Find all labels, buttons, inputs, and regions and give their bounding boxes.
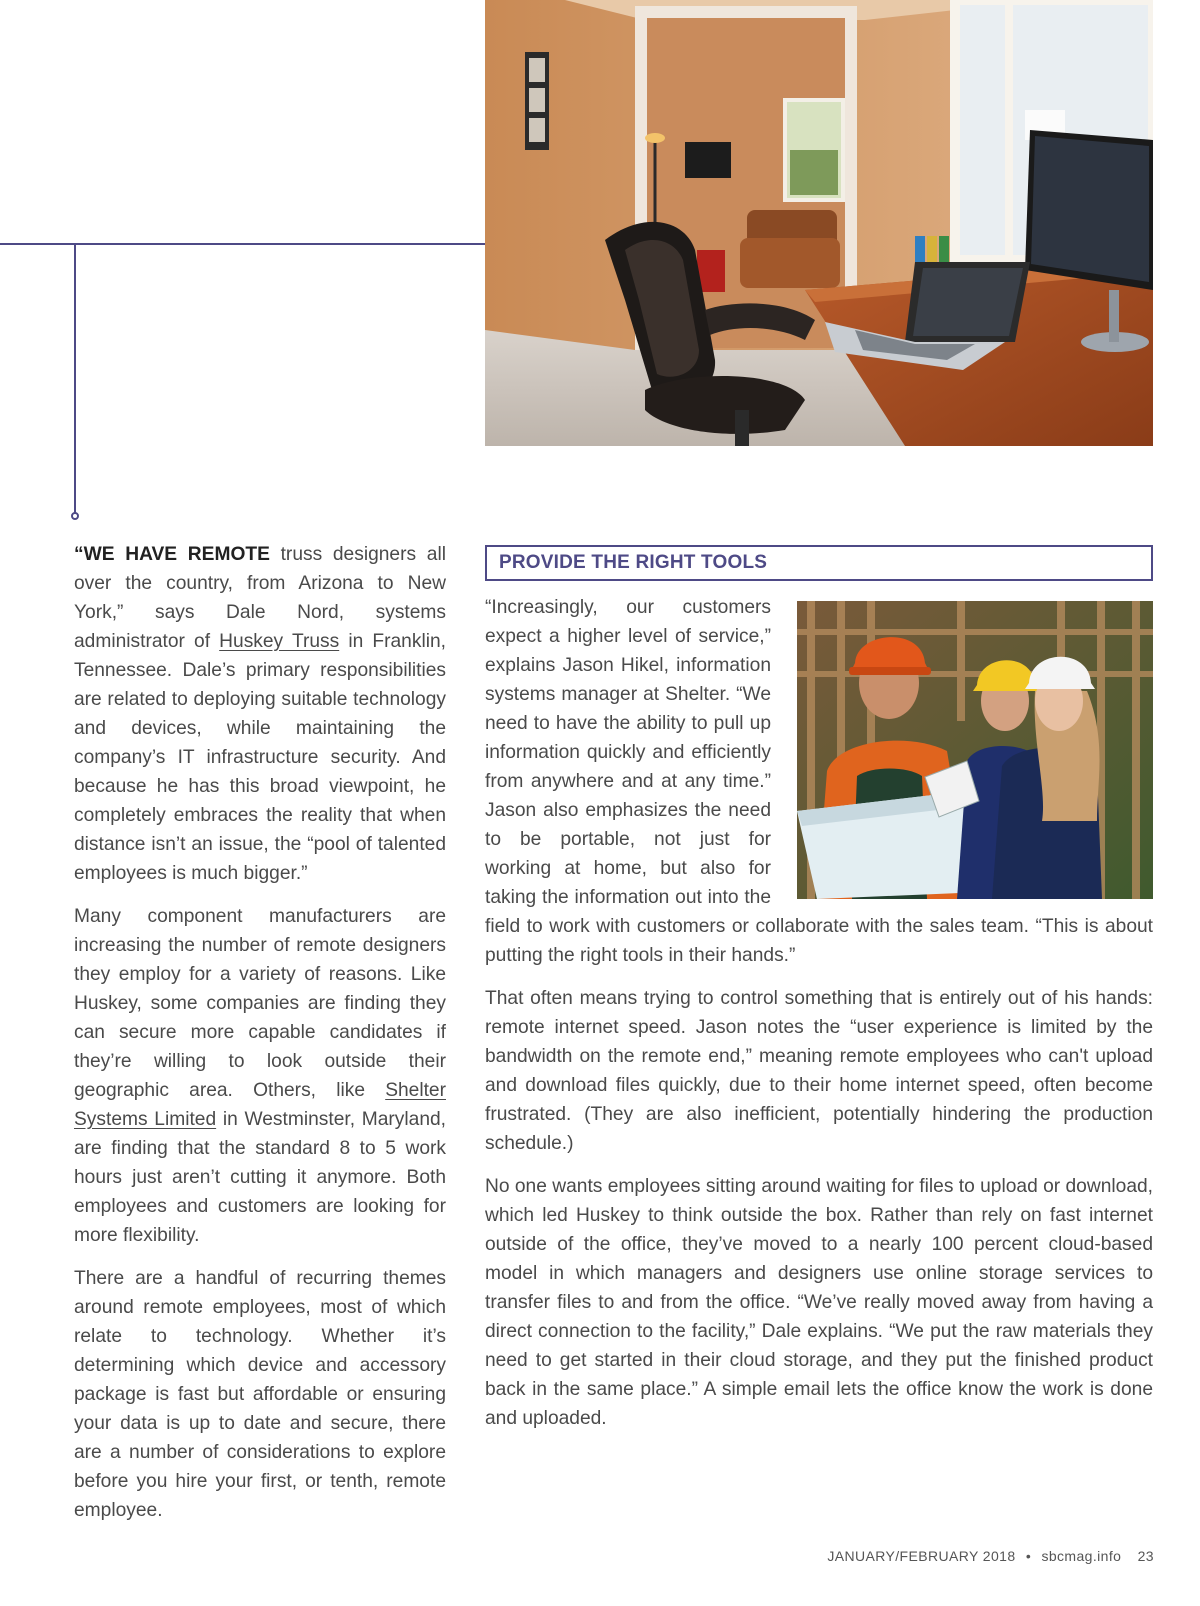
shelter-systems-link[interactable]: Shelter Systems Limited [74,1080,446,1130]
left-p2-text-b: in Westminster, Maryland, are finding that the standard 8 to 5 work hours just aren’t cutting it anymore. Both employees and customers are looking for more flexibility. [74,1109,446,1246]
left-paragraph-1 [74,540,446,888]
left-paragraph-2 [74,902,446,1250]
home-office-photo [485,0,1153,446]
left-paragraph-3: There are a handful of recurring themes around remote employees, most of which relate to technology. Whether it’s determining which device and accessory package is fast but affordable or ensuring your data is up to date and secure, there are a number of considerations to explore before you hire your first, or tenth, remote employee. [74,1268,446,1521]
lead-in-text: “WE HAVE REMOTE [74,544,270,565]
left-p1-text-b: in Franklin, Tennessee. Dale’s primary responsibilities are related to deploying suitable technology and devices, while maintaining the company’s IT infrastructure security. And because he has this broad viewpoint, he completely embraces the reality that when distance isn’t an issue, the “pool of talented employees is much bigger.” [74,631,446,884]
left-p1-text-a: truss designers all over the country, from Arizona to New York,” says Dale Nord, systems administrator of [74,544,446,652]
right-column [485,545,1153,1447]
right-paragraph-2: That often means trying to control something that is entirely out of his hands: remote internet speed. Jason notes the “user experience is limited by the bandwidth on the remote end,” meaning remote employees who can't upload and download files quickly, due to their home internet speed, often become frustrated. (They are also inefficient, potentially hindering the production schedule.) [485,988,1153,1154]
footer-page-number: 23 [1137,1548,1154,1564]
construction-workers-photo [797,601,1153,899]
footer-site-link[interactable]: sbcmag.info [1041,1548,1122,1564]
accent-vertical-end-dot [71,512,79,520]
page-footer [821,1548,1154,1564]
right-paragraph-3: No one wants employees sitting around waiting for files to upload or download, which led Huskey to think outside the box. Rather than rely on fast internet outside of the office, they’ve moved to a nearly 100 percent cloud-based model in which managers and designers use online storage services to transfer files to and from the office. “We’ve really moved away from having a direct connection to the facility,” Dale explains. “We put the raw materials they need to get started in their cloud storage, and they put the finished product back in the same place.” A simple email lets the office know the work is done and uploaded. [485,1176,1153,1429]
footer-separator: • [1025,1548,1032,1564]
huskey-truss-link[interactable]: Huskey Truss [219,631,340,652]
section-title: PROVIDE THE RIGHT TOOLS [499,552,768,573]
left-p2-text-a: Many component manufacturers are increasing the number of remote designers they employ for a variety of reasons. Like Huskey, some companies are finding they can secure more capable candidates if they’re willing to look outside their geographic area. Others, like [74,906,446,1101]
accent-horizontal-line [0,243,544,245]
left-column [74,540,446,1539]
section-heading-box [485,545,1153,581]
footer-issue: JANUARY/FEBRUARY 2018 [827,1548,1016,1564]
right-paragraph-1: “Increasingly, our customers expect a higher level of service,” explains Jason Hikel, information systems manager at Shelter. “We need to have the ability to pull up information quickly and efficiently from anywhere and at any time.” Jason also emphasizes the need to be portable, not just for working at home, but also for taking the information out into the field to work with customers or collaborate with the sales team. “This is about putting the right tools in their hands.” [485,597,1153,966]
accent-vertical-line [74,243,76,513]
